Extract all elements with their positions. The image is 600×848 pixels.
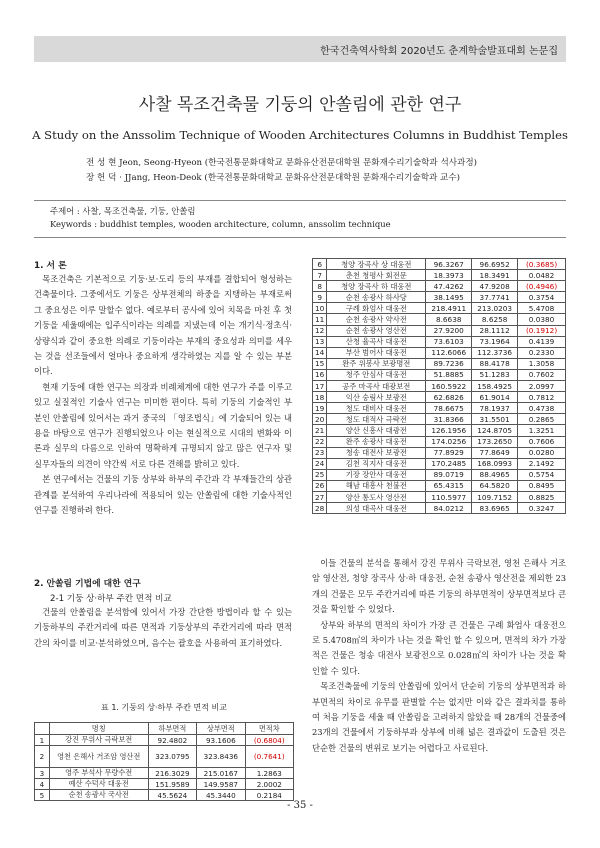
row-upper-area: 78.1937: [472, 403, 518, 414]
row-lower-area: 62.6826: [426, 392, 472, 403]
row-lower-area: 84.0212: [426, 503, 472, 514]
row-upper-area: 109.7152: [472, 491, 518, 502]
row-building-name: 익산 숭림사 보광전: [327, 392, 426, 403]
row-number: 17: [313, 381, 327, 392]
header-area-diff: 면적차: [245, 723, 293, 735]
row-lower-area: 160.5922: [426, 381, 472, 392]
row-lower-area: 218.4911: [426, 303, 472, 314]
row-area-diff: 0.0380: [518, 314, 566, 325]
row-number: 5: [35, 790, 50, 801]
row-lower-area: 77.8929: [426, 447, 472, 458]
table-row: [313, 469, 566, 480]
table-row: [313, 270, 566, 281]
row-lower-area: 47.4262: [426, 281, 472, 292]
row-upper-area: 47.9208: [472, 281, 518, 292]
row-area-diff: 0.2184: [245, 790, 293, 801]
row-building-name: 공주 마곡사 대광보전: [327, 381, 426, 392]
row-area-diff: (0.4946): [518, 281, 566, 292]
table-row: [313, 314, 566, 325]
row-lower-area: 45.5624: [148, 790, 196, 801]
header-name: 명칭: [49, 723, 148, 735]
row-area-diff: 2.1492: [518, 458, 566, 469]
row-number: 27: [313, 491, 327, 502]
table-row: [313, 480, 566, 491]
row-building-name: 의성 대곡사 대웅전: [327, 503, 426, 514]
row-lower-area: 65.4315: [426, 480, 472, 491]
table-row: [35, 746, 294, 768]
row-number: 7: [313, 270, 327, 281]
table-row: [313, 414, 566, 425]
row-building-name: 순천 송광사 하사당: [327, 292, 426, 303]
table-row: [35, 790, 294, 801]
row-upper-area: 73.1964: [472, 336, 518, 347]
row-number: 20: [313, 414, 327, 425]
row-area-diff: 0.0280: [518, 447, 566, 458]
row-building-name: 강진 무위사 극락보전: [49, 735, 148, 746]
row-upper-area: 37.7741: [472, 292, 518, 303]
row-upper-area: 28.1112: [472, 325, 518, 336]
row-upper-area: 124.8705: [472, 425, 518, 436]
section-2-paragraph-1: 건물의 안쏠림을 분석함에 있어서 가장 간단한 방법이라 할 수 있는 기둥하부의 주칸거리에 따른 면적과 기둥상부의 주칸거리에 따라 면적간의 차이를 비교·분석하였으며, 음수는 괄호을 사용하여 표기하였다.: [34, 607, 292, 648]
row-lower-area: 216.3029: [148, 768, 196, 779]
row-area-diff: 1.2863: [245, 768, 293, 779]
row-area-diff: 0.2330: [518, 347, 566, 358]
table-header-row: [35, 723, 294, 735]
paper-title-english: A Study on the Anssolim Technique of Wooden Architectures Columns in Buddhist Temples: [32, 128, 568, 142]
row-number: 21: [313, 425, 327, 436]
table-row: [313, 292, 566, 303]
row-lower-area: 38.1495: [426, 292, 472, 303]
table-row: [35, 768, 294, 779]
row-lower-area: 31.8366: [426, 414, 472, 425]
row-lower-area: 27.9200: [426, 325, 472, 336]
row-number: 13: [313, 336, 327, 347]
row-area-diff: 0.0482: [518, 270, 566, 281]
row-area-diff: 1.3058: [518, 358, 566, 369]
row-building-name: 춘천 청평사 회전문: [327, 270, 426, 281]
row-number: 4: [35, 779, 50, 790]
results-paragraph-1: 이들 건물의 분석을 통해서 강진 무위사 극락보전, 영천 은해사 거조암 영산전, 청양 장곡사 상·하 대웅전, 순천 송광사 영산전을 제외한 23개의 건물은 모두 주칸거리에 따른 기둥의 하부면적이 상부면적보다 큰 것을 확인할 수 있었다.: [312, 558, 566, 615]
table-row: [313, 392, 566, 403]
row-number: 3: [35, 768, 50, 779]
results-body: [312, 556, 566, 756]
row-lower-area: 323.0795: [148, 746, 196, 768]
area-table-part-1: [34, 722, 294, 801]
row-building-name: 산청 율곡사 대웅전: [327, 336, 426, 347]
table-row: [313, 303, 566, 314]
row-number: 26: [313, 480, 327, 491]
header-no: [35, 723, 50, 735]
table-row: [313, 403, 566, 414]
results-paragraph-2: 상부와 하부의 면적의 차이가 가장 큰 건물은 구례 화엄사 대웅전으로 5.4708㎡의 차이가 나는 것을 확인 할 수 있으며, 면적의 차가 가장 적은 건물은 청송 대전사 보광전으로 0.028㎡의 차이가 나는 것을 확인할 수 있다.: [312, 619, 566, 676]
row-number: 19: [313, 403, 327, 414]
conference-header-text: 한국건축역사학회 2020년도 춘계학술발표대회 논문집: [320, 46, 558, 57]
row-lower-area: 96.3267: [426, 259, 472, 270]
row-lower-area: 110.5977: [426, 491, 472, 502]
row-building-name: 순천 송광사 약사전: [327, 314, 426, 325]
row-area-diff: (0.7641): [245, 746, 293, 768]
row-area-diff: 0.5754: [518, 469, 566, 480]
row-lower-area: 151.9589: [148, 779, 196, 790]
page-number: - 35 -: [287, 800, 313, 811]
row-upper-area: 45.3440: [197, 790, 245, 801]
table-row: [313, 447, 566, 458]
row-upper-area: 96.6952: [472, 259, 518, 270]
row-upper-area: 168.0993: [472, 458, 518, 469]
area-table-part-2: [312, 258, 566, 514]
section-1-body: [34, 272, 292, 519]
row-number: 16: [313, 369, 327, 380]
row-number: 25: [313, 469, 327, 480]
table-row: [313, 369, 566, 380]
section-1-paragraph-1: 목조건축은 기본적으로 기둥·보·도리 등의 부재를 결합되어 형성하는 건축물이다. 그중에서도 기둥은 상부전체의 하중을 지탱하는 부재로써 그 중요성은 이루 말할수 없다. 예로부터 공사에 있어 치목을 마친 후 첫 기둥을 세울때에는 입주식이라는 의례를 지냈는데 이는 개기식·정초식·상량식과 같이 중요한 의례로 기둥이라는 부재의 중요성과 의미를 세우는 것을 선조들에서 얼마나 중요하게 생각하였는 지를 알 수 있는 부분이다.: [34, 274, 292, 377]
row-lower-area: 112.6066: [426, 347, 472, 358]
table-row: [313, 259, 566, 270]
row-area-diff: 0.7602: [518, 369, 566, 380]
row-building-name: 순천 송광사 영산전: [327, 325, 426, 336]
table-row: [313, 491, 566, 502]
table-row: [35, 779, 294, 790]
keywords-english: Keywords : buddhist temples, wooden architecture, column, anssolim technique: [50, 219, 391, 229]
table-row: [313, 325, 566, 336]
row-building-name: 영천 은해사 거조암 영산전: [49, 746, 148, 768]
row-lower-area: 51.8885: [426, 369, 472, 380]
row-area-diff: (0.3685): [518, 259, 566, 270]
row-lower-area: 8.6638: [426, 314, 472, 325]
row-upper-area: 213.0203: [472, 303, 518, 314]
row-area-diff: (0.1912): [518, 325, 566, 336]
row-lower-area: 18.3973: [426, 270, 472, 281]
section-2-body: [34, 605, 292, 651]
row-building-name: 청주 안심사 대웅전: [327, 369, 426, 380]
row-building-name: 청도 대적사 극락전: [327, 414, 426, 425]
row-upper-area: 215.0167: [197, 768, 245, 779]
row-building-name: 완주 위봉사 보광명전: [327, 358, 426, 369]
row-upper-area: 31.5501: [472, 414, 518, 425]
table-row: [313, 436, 566, 447]
row-upper-area: 88.4178: [472, 358, 518, 369]
table-row: [313, 458, 566, 469]
row-area-diff: 1.3251: [518, 425, 566, 436]
row-number: 12: [313, 325, 327, 336]
row-building-name: 양산 통도사 영산전: [327, 491, 426, 502]
row-area-diff: 2.0997: [518, 381, 566, 392]
row-building-name: 해남 대흥사 천불전: [327, 480, 426, 491]
row-number: 14: [313, 347, 327, 358]
table-row: [35, 735, 294, 746]
row-building-name: 김천 직지사 대웅전: [327, 458, 426, 469]
row-area-diff: 0.4139: [518, 336, 566, 347]
row-building-name: 구례 화엄사 대웅전: [327, 303, 426, 314]
row-upper-area: 93.1606: [197, 735, 245, 746]
row-lower-area: 78.6675: [426, 403, 472, 414]
row-number: 10: [313, 303, 327, 314]
paper-title-korean: 사찰 목조건축물 기둥의 안쏠림에 관한 연구: [138, 95, 462, 115]
row-building-name: 청도 대비사 대웅전: [327, 403, 426, 414]
row-lower-area: 92.4802: [148, 735, 196, 746]
row-number: 11: [313, 314, 327, 325]
row-building-name: 양산 신흥사 대광전: [327, 425, 426, 436]
row-area-diff: (0.6804): [245, 735, 293, 746]
row-upper-area: 112.3736: [472, 347, 518, 358]
row-number: 15: [313, 358, 327, 369]
row-building-name: 청양 장곡사 상 대웅전: [327, 259, 426, 270]
author-2: 장 헌 덕 · JJang, Heon-Deok (한국전통문화대학교 문화유산전문대학원 문화재수리기술학과 교수): [86, 173, 461, 183]
row-area-diff: 0.3754: [518, 292, 566, 303]
row-building-name: 부산 범어사 대웅전: [327, 347, 426, 358]
row-upper-area: 83.6965: [472, 503, 518, 514]
section-1-paragraph-2: 현재 기둥에 대한 연구는 의장과 비례체계에 대한 연구가 주를 이루고 있고 실질적인 기술사 연구는 미미한 편이다. 특히 기둥의 기술적인 부분인 안쏠림에 있어서는 과거 중국의 「영조법식」에 기술되어 있는 내용을 바탕으로 연구가 진행되었으나 이는 현실적으로 시대의 변화와 이론과 실무의 다름으로 인하여 명확하게 규명되지 않고 많은 연구자 및 실무자들의 의견이 약간씩 서로 다른 견해를 밝히고 있다.: [34, 381, 292, 469]
results-paragraph-3: 목조건축물에 기둥의 안쏠림에 있어서 단순히 기둥의 상부면적과 하부면적의 차이로 유무를 판별할 수는 없지만 이와 같은 결과치를 통하여 처음 기둥을 세울 때 안쏠림을 고려하지 않았을 때 28개의 건물중에 23개의 건물에서 기둥하부과 상부에 비해 넓은 결과값이 도출된 것은 단순한 건물의 변위로 보기는 어렵다고 사료된다.: [312, 681, 566, 753]
row-area-diff: 0.3247: [518, 503, 566, 514]
row-upper-area: 77.8649: [472, 447, 518, 458]
row-building-name: 영주 부석사 무량수전: [49, 768, 148, 779]
row-building-name: 청송 대전사 보광전: [327, 447, 426, 458]
row-number: 28: [313, 503, 327, 514]
row-upper-area: 8.6258: [472, 314, 518, 325]
row-number: 9: [313, 292, 327, 303]
row-number: 22: [313, 436, 327, 447]
row-upper-area: 88.4965: [472, 469, 518, 480]
table-caption: 표 1. 기둥의 상·하부 주칸 면적 비교: [101, 703, 227, 712]
row-area-diff: 0.8495: [518, 480, 566, 491]
row-lower-area: 174.0256: [426, 436, 472, 447]
table-row: [313, 381, 566, 392]
section-2-title: 2. 안쏠림 기법에 대한 연구: [34, 579, 141, 589]
row-area-diff: 0.2865: [518, 414, 566, 425]
row-lower-area: 126.1956: [426, 425, 472, 436]
row-area-diff: 0.7606: [518, 436, 566, 447]
row-building-name: 예산 수덕사 대웅전: [49, 779, 148, 790]
row-upper-area: 18.3491: [472, 270, 518, 281]
row-number: 18: [313, 392, 327, 403]
row-number: 2: [35, 746, 50, 768]
table-row: [313, 281, 566, 292]
author-1: 전 성 현 Jeon, Seong-Hyeon (한국전통문화대학교 문화유산전문대학원 문화재수리기술학과 석사과정): [86, 158, 478, 168]
row-upper-area: 149.9587: [197, 779, 245, 790]
section-1-paragraph-3: 본 연구에서는 건물의 기둥 상부와 하부의 주간과 각 부재들간의 상관관계를 분석하여 우리나라에 적용되어 있는 안쏠림에 대한 기술사적인 연구를 진행하려 한다.: [34, 474, 292, 516]
row-area-diff: 0.7812: [518, 392, 566, 403]
section-1-title: 1. 서 론: [34, 261, 67, 271]
header-upper-area: 상부면적: [197, 723, 245, 735]
row-lower-area: 89.7236: [426, 358, 472, 369]
row-upper-area: 173.2650: [472, 436, 518, 447]
row-lower-area: 89.0719: [426, 469, 472, 480]
conference-header: [34, 36, 566, 62]
table-row: [313, 425, 566, 436]
row-number: 24: [313, 458, 327, 469]
row-building-name: 기장 장안사 대웅전: [327, 469, 426, 480]
row-number: 1: [35, 735, 50, 746]
table-row: [313, 358, 566, 369]
row-number: 8: [313, 281, 327, 292]
row-building-name: 완주 송광사 대웅전: [327, 436, 426, 447]
table-row: [313, 347, 566, 358]
row-upper-area: 158.4925: [472, 381, 518, 392]
row-upper-area: 64.5820: [472, 480, 518, 491]
section-2-1-title: 2-1 기둥 상·하부 주칸 면적 비교: [50, 594, 172, 604]
row-number: 6: [313, 259, 327, 270]
row-lower-area: 73.6103: [426, 336, 472, 347]
row-building-name: 청양 장곡사 하 대웅전: [327, 281, 426, 292]
row-upper-area: 51.1283: [472, 369, 518, 380]
row-upper-area: 323.8436: [197, 746, 245, 768]
row-area-diff: 5.4708: [518, 303, 566, 314]
row-area-diff: 0.8825: [518, 491, 566, 502]
header-lower-area: 하부면적: [148, 723, 196, 735]
row-number: 23: [313, 447, 327, 458]
keywords-korean: 주제어 : 사찰, 목조건축물, 기둥, 안쏠림: [50, 206, 196, 216]
row-building-name: 순천 송광사 국사전: [49, 790, 148, 801]
table-row: [313, 336, 566, 347]
row-lower-area: 170.2485: [426, 458, 472, 469]
row-area-diff: 2.0002: [245, 779, 293, 790]
row-area-diff: 0.4738: [518, 403, 566, 414]
table-row: [313, 503, 566, 514]
row-upper-area: 61.9014: [472, 392, 518, 403]
